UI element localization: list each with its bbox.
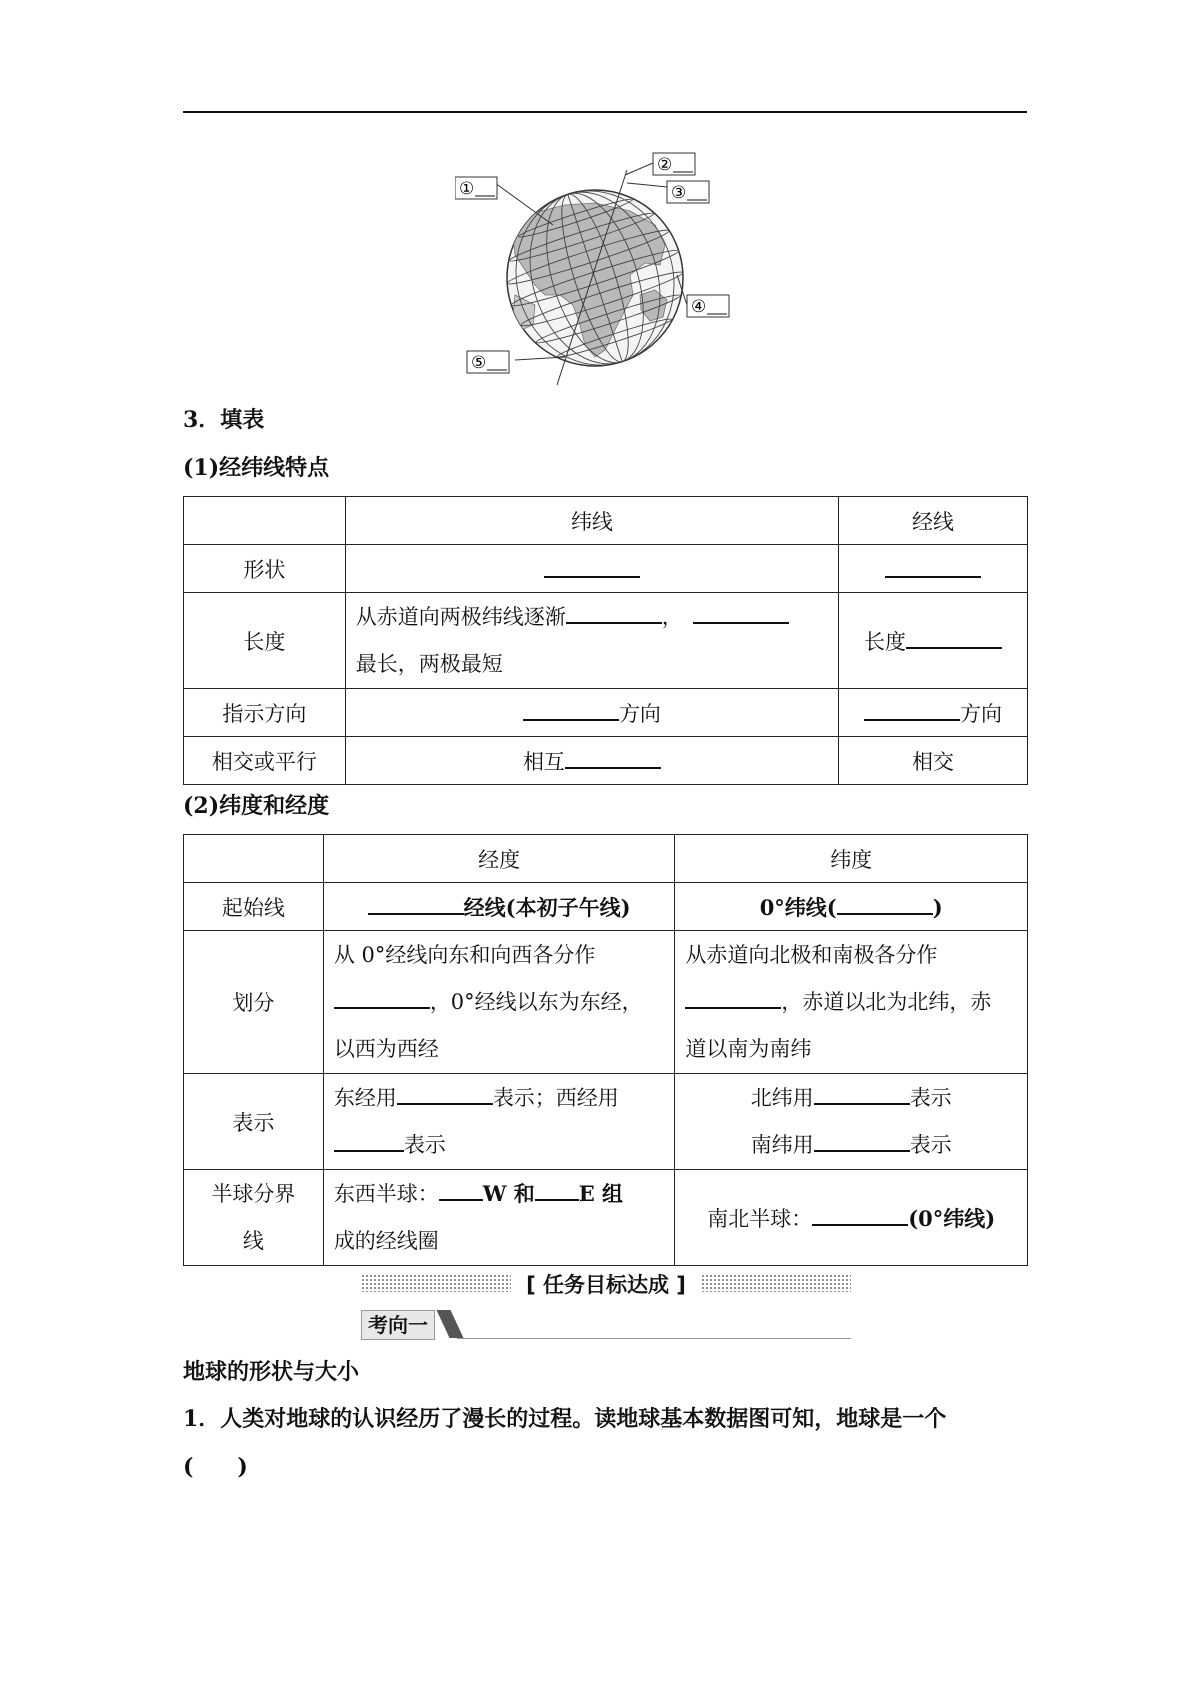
cell-text: 成的经线圈 [333, 1229, 439, 1253]
table-cell [323, 883, 675, 931]
cell-text: 表示 [909, 1132, 952, 1157]
row-label [184, 1170, 324, 1266]
table2-title: (2)纬度和经度 [183, 793, 330, 819]
cell-text: 线 [242, 1228, 264, 1253]
globe-svg [455, 145, 755, 390]
header-cell: 经度 [323, 835, 675, 883]
table-lat-lon-features [183, 496, 1028, 785]
cell-text: ，赤道以北为北纬，赤 [781, 989, 992, 1014]
cell-text: 北纬用 [750, 1085, 814, 1110]
row-label: 表示 [184, 1074, 324, 1170]
table-cell [345, 689, 838, 737]
cell-text: 从赤道向北极和南极各分作 [685, 942, 938, 967]
answer-blank[interactable] [368, 891, 464, 915]
answer-blank[interactable] [535, 1177, 579, 1201]
kaoxiang-tab [361, 1310, 851, 1340]
table-cell [675, 931, 1028, 1074]
cell-text: ， [661, 604, 683, 629]
cell-text: E 组 [578, 1181, 624, 1206]
figure-label-1: ① [459, 179, 475, 199]
cell-text: 方向 [618, 702, 661, 726]
answer-blank[interactable] [814, 1128, 910, 1152]
header-cell: 纬线 [345, 497, 838, 545]
question-1-text: 1．人类对地球的认识经历了漫长的过程。读地球基本数据图可知，地球是一个 [183, 1406, 947, 1432]
table-cell [839, 593, 1028, 689]
header-rule [183, 111, 1027, 113]
table-cell [184, 497, 346, 545]
cell-text: ，0°经线以东为东经， [429, 989, 643, 1014]
answer-blank[interactable] [397, 1081, 493, 1105]
table-cell [345, 737, 838, 785]
figure-label-3: ③ [671, 183, 687, 203]
answer-blank[interactable] [334, 985, 430, 1009]
answer-blank[interactable] [906, 625, 1002, 649]
answer-blank[interactable] [544, 554, 640, 578]
cell-text: 东西半球： [333, 1182, 439, 1206]
table-cell [323, 1170, 675, 1266]
topic-title: 地球的形状与大小 [183, 1359, 360, 1385]
cell-text: 经线(本初子午线) [463, 895, 631, 920]
table-cell: 相交 [839, 737, 1028, 785]
table-lat-lon-degree [183, 834, 1028, 1266]
answer-blank[interactable] [814, 1081, 910, 1105]
cell-text: 方向 [960, 702, 1003, 726]
cell-text: 表示 [909, 1085, 952, 1110]
table-cell [345, 593, 838, 689]
table-cell [675, 1074, 1028, 1170]
figure-label-2: ② [657, 155, 673, 175]
section-banner [361, 1269, 851, 1295]
header-cell: 经线 [839, 497, 1028, 545]
answer-blank[interactable] [523, 697, 619, 721]
cell-text: (0°纬线) [908, 1206, 996, 1231]
kaoxiang-label: 考向一 [361, 1310, 435, 1340]
cell-text: 从赤道向两极纬线逐渐 [355, 604, 566, 629]
table1-title: (1)经纬线特点 [183, 455, 330, 481]
table-cell [675, 1170, 1028, 1266]
answer-blank[interactable] [334, 1128, 404, 1152]
table-cell [839, 689, 1028, 737]
table-cell [839, 545, 1028, 593]
row-label: 相交或平行 [184, 737, 346, 785]
cell-text: 0°纬线( [759, 895, 837, 920]
table-cell [184, 835, 324, 883]
cell-text: 表示 [403, 1132, 446, 1157]
answer-blank[interactable] [837, 891, 933, 915]
cell-text: 东经用 [333, 1085, 397, 1110]
answer-blank[interactable] [566, 600, 662, 624]
figure-label-4: ④ [691, 297, 707, 317]
cell-text: 半球分界 [211, 1181, 296, 1206]
banner-dots [701, 1274, 851, 1292]
cell-text: 南纬用 [750, 1132, 814, 1157]
cell-text: 南北半球： [707, 1207, 813, 1231]
table-cell [323, 1074, 675, 1170]
answer-blank[interactable] [685, 985, 781, 1009]
cell-text: 道以南为南纬 [685, 1036, 812, 1061]
row-label: 起始线 [184, 883, 324, 931]
cell-text: 长度 [864, 630, 907, 654]
header-cell: 纬度 [675, 835, 1028, 883]
answer-blank[interactable] [565, 745, 661, 769]
table-cell [675, 883, 1028, 931]
tab-line [457, 1338, 851, 1339]
banner-dots [361, 1274, 511, 1292]
cell-text: 以西为西经 [333, 1036, 439, 1061]
cell-text: 从 0°经线向东和向西各分作 [333, 942, 596, 967]
answer-paren[interactable]: ( ) [183, 1454, 248, 1480]
row-label: 指示方向 [184, 689, 346, 737]
globe-figure [455, 145, 755, 390]
answer-blank[interactable] [864, 697, 960, 721]
figure-label-5: ⑤ [471, 353, 487, 373]
cell-text: W 和 [482, 1181, 535, 1206]
cell-text: 最长，两极最短 [355, 651, 503, 676]
row-label: 形状 [184, 545, 346, 593]
cell-text: ) [932, 895, 943, 920]
answer-blank[interactable] [439, 1177, 483, 1201]
table-cell [323, 931, 675, 1074]
answer-blank[interactable] [693, 600, 789, 624]
table-cell [345, 545, 838, 593]
row-label: 长度 [184, 593, 346, 689]
answer-blank[interactable] [885, 554, 981, 578]
tab-slash [436, 1310, 463, 1338]
answer-blank[interactable] [812, 1202, 908, 1226]
section-heading: 3．填表 [183, 407, 265, 433]
banner-title: [ 任务目标达成 ] [526, 1273, 686, 1297]
cell-text: 表示；西经用 [492, 1085, 619, 1110]
row-label: 划分 [184, 931, 324, 1074]
cell-text: 相互 [522, 750, 565, 774]
